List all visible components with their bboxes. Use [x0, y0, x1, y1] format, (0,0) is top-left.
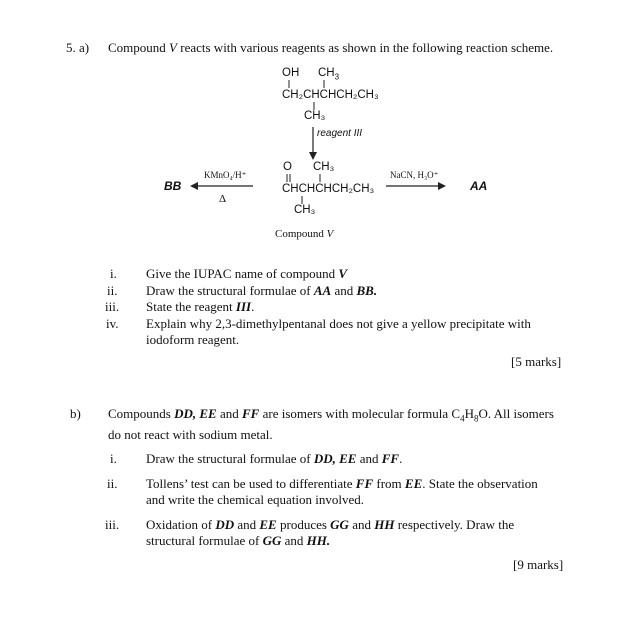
mid-ch3-upper: CH₃: [313, 161, 335, 173]
heat-condition: Δ: [219, 193, 227, 205]
nacn-reagent: NaCN, H₃O⁺: [390, 170, 439, 180]
mid-ch3-lower: CH₃: [294, 204, 316, 216]
q5b-ii-num: ii.: [107, 476, 118, 491]
top-oh: OH: [282, 67, 300, 79]
q5b-i-text: Draw the structural formulae of DD, EE and FF.: [146, 451, 403, 466]
reagent-iii-label: reagent III: [317, 128, 363, 139]
q5b-iii-text: Oxidation of DD and EE produces GG and HH respectively. Draw the structural formulae of GG and HH.: [146, 517, 515, 548]
question-number: 5. a): [66, 40, 90, 55]
q5b-intro: Compounds DD, EE and FF are isomers with molecular formula $C_4H_8O$. All isomers do not react with sodium metal.: [108, 406, 554, 442]
q5b-i-num: i.: [110, 451, 117, 466]
q5b-number: b): [70, 406, 81, 421]
top-ch3-lower: CH₃: [304, 110, 326, 122]
q5a-iv-num: iv.: [106, 316, 119, 331]
q5a-i-num: i.: [110, 266, 117, 281]
mid-oxygen: O: [283, 161, 292, 173]
question-intro: Compound V reacts with various reagents as shown in the following reaction scheme.: [108, 40, 554, 55]
q5a-iii-num: iii.: [105, 299, 120, 314]
marks-5b: [9 marks]: [513, 557, 564, 572]
product-bb: BB: [164, 179, 182, 193]
q5a-iii-text: State the reagent III.: [146, 299, 255, 314]
product-aa: AA: [470, 179, 488, 193]
q5b-ii-text: Tollens’ test can be used to differentiate FF from EE. State the observation and write the chemical equation involved.: [146, 476, 538, 507]
q5a-i-text: Give the IUPAC name of compound V: [146, 266, 347, 281]
compound-v-label: Compound V: [275, 228, 334, 240]
top-ch3-upper: $CH_3$: [318, 67, 340, 82]
q5a-ii-num: ii.: [107, 283, 118, 298]
q5a-ii-text: Draw the structural formulae of AA and BB.: [146, 283, 378, 298]
mid-chain: CHCHCHCH₂CH₃: [282, 183, 375, 195]
q5b-iii-num: iii.: [105, 517, 120, 532]
q5a-iv-text: Explain why 2,3-dimethylpentanal does not give a yellow precipitate with iodoform reagent.: [146, 316, 531, 347]
kmno4-reagent: KMnO₄/H⁺: [204, 170, 247, 180]
top-chain: CH₂CHCHCH₂CH₃: [282, 89, 379, 101]
marks-5a: [5 marks]: [511, 354, 562, 369]
